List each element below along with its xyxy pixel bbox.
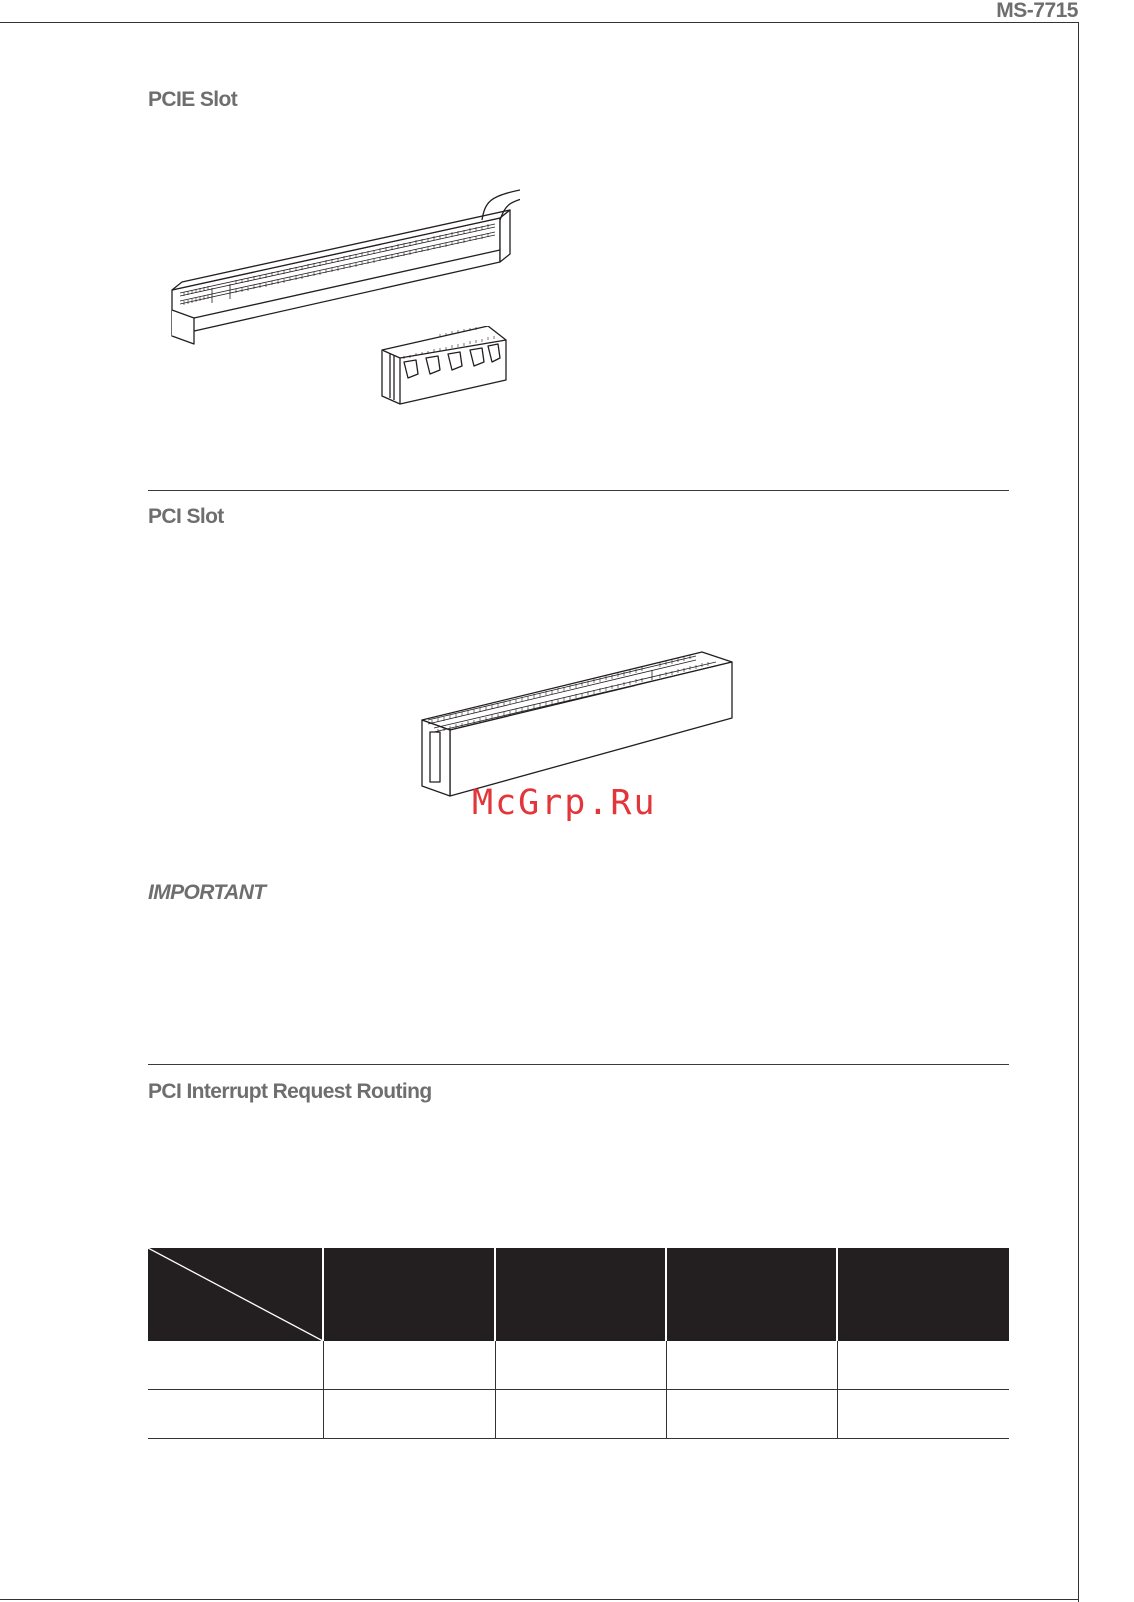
page-frame-bottom [0, 1599, 1079, 1600]
table-header-row [148, 1248, 1009, 1341]
table-row [148, 1341, 1009, 1390]
diagonal-divider-icon [148, 1248, 323, 1341]
table-cell [495, 1341, 666, 1390]
table-cell [323, 1341, 495, 1390]
page-frame-top [0, 22, 1079, 23]
page-frame-right [1078, 22, 1079, 1602]
table-cell [323, 1390, 495, 1439]
section-divider [148, 490, 1009, 491]
table-cell [837, 1341, 1009, 1390]
table-corner-cell [148, 1248, 323, 1341]
table-cell [495, 1390, 666, 1439]
pcie-slot-heading: PCIE Slot [148, 88, 238, 111]
table-header-cell [323, 1248, 495, 1341]
table-cell [148, 1390, 323, 1439]
table-cell [148, 1341, 323, 1390]
irq-routing-heading: PCI Interrupt Request Routing [148, 1080, 432, 1103]
watermark-text: McGrp.Ru [472, 783, 657, 823]
pci-slot-illustration [420, 648, 740, 800]
table-header-cell [666, 1248, 837, 1341]
important-heading: IMPORTANT [148, 881, 266, 904]
model-number: MS-7715 [996, 0, 1078, 22]
irq-routing-table [148, 1248, 1009, 1439]
table-cell [666, 1390, 837, 1439]
pci-slot-heading: PCI Slot [148, 505, 224, 528]
pcie-x1-slot-illustration [380, 326, 515, 411]
table-cell [666, 1341, 837, 1390]
table-header-cell [495, 1248, 666, 1341]
table-header-cell [837, 1248, 1009, 1341]
section-divider [148, 1064, 1009, 1065]
table-cell [837, 1390, 1009, 1439]
table-row [148, 1390, 1009, 1439]
